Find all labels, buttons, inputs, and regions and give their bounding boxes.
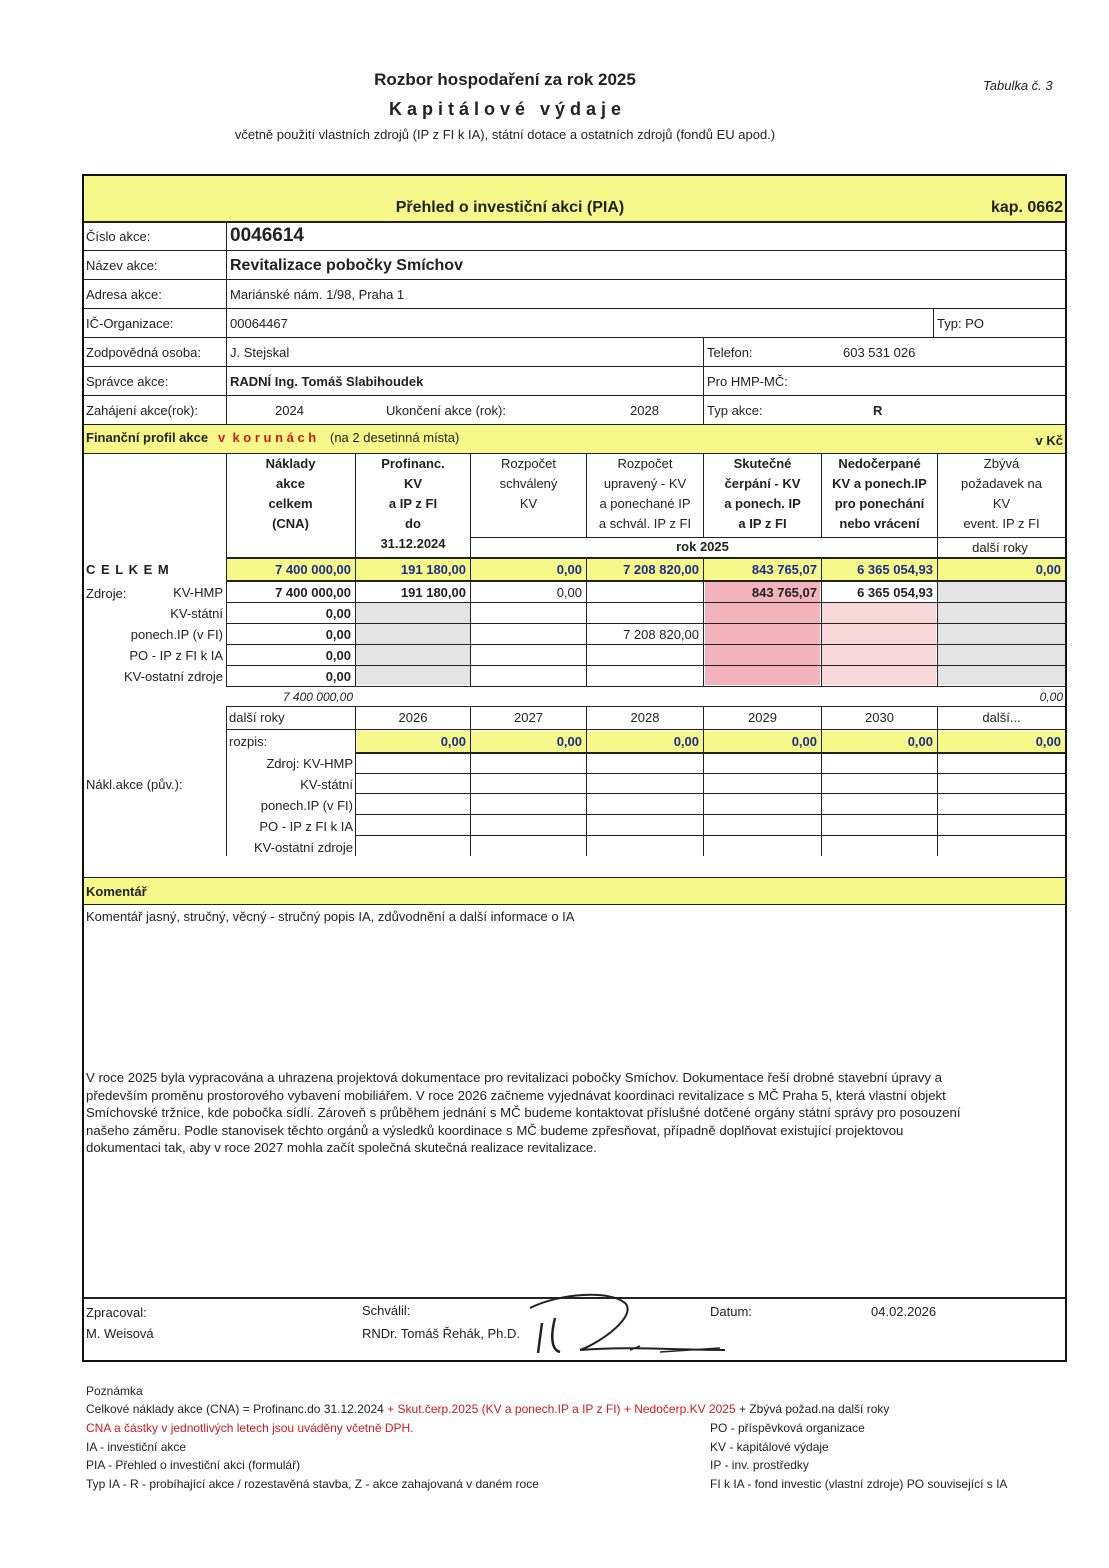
source-row-value: 0,00 xyxy=(325,648,351,663)
col-head-line: celkem xyxy=(268,496,313,511)
report-description: včetně použití vlastních zdrojů (IP z FI k IA), státní dotace a ostatních zdrojů (fondů EU apod.) xyxy=(234,127,776,142)
ic-label: IČ-Organizace: xyxy=(86,316,174,331)
col-head-line: a IP z FI xyxy=(738,516,787,531)
komentar-hint: Komentář jasný, stručný, věcný - stručný popis IA, zdůvodnění a další informace o IA xyxy=(86,909,575,924)
notes-l2: CNA a částky v jednotlivých letech jsou uváděny včetně DPH. xyxy=(86,1421,414,1435)
notes-l1 xyxy=(86,1401,889,1417)
source-row-label: ponech.IP (v FI) xyxy=(130,627,223,642)
cislo-value: 0046614 xyxy=(230,225,304,246)
gray-block-zbyva xyxy=(938,582,1065,685)
rok-2025-label: rok 2025 xyxy=(676,539,729,554)
col-head-line: Nedočerpané xyxy=(838,456,921,471)
col-head-line: čerpání - KV xyxy=(724,476,801,491)
fin-decimals-note: (na 2 desetinná místa) xyxy=(330,430,460,445)
source-row-value: 843 765,07 xyxy=(751,585,817,600)
celkem-value: 7 400 000,00 xyxy=(275,562,351,577)
col-head-line: nebo vrácení xyxy=(839,516,920,531)
komentar-label: Komentář xyxy=(86,884,147,899)
celkem-value: 7 208 820,00 xyxy=(623,562,699,577)
spravce-value: RADNÍ Ing. Tomáš Slabihoudek xyxy=(230,374,424,389)
col-head-line: do xyxy=(405,516,421,531)
col-head-line: akce xyxy=(276,476,305,491)
fin-currency: v Kč xyxy=(1035,433,1063,448)
notes-l4: PIA - Přehled o investiční akci (formulář) xyxy=(86,1458,301,1472)
zahajeni-value: 2024 xyxy=(275,403,304,418)
col-head-line: pro ponechání xyxy=(834,496,925,511)
zahajeni-label: Zahájení akce(rok): xyxy=(86,403,198,418)
telefon-value: 603 531 026 xyxy=(843,345,916,360)
col-head-line: požadavek na xyxy=(961,476,1042,491)
rozpis-value: 0,00 xyxy=(673,734,699,749)
col-head-line: Profinanc. xyxy=(381,456,445,471)
col-head-line: Zbývá xyxy=(983,456,1020,471)
nakl-row-label: PO - IP z FI k IA xyxy=(259,819,353,834)
chapter-number: kap. 0662 xyxy=(990,199,1063,216)
dalsi-roky-label: další roky xyxy=(229,710,285,725)
sum-right: 0,00 xyxy=(1039,690,1063,704)
komentar-line: především proměnu prostorového vybavení mobiliářem. V roce 2026 začneme vyjednávat koordinaci revitalizace s MČ Praha 5, která vlastní objekt xyxy=(86,1087,946,1103)
zodp-label: Zodpovědná osoba: xyxy=(86,345,201,360)
source-row-value: 0,00 xyxy=(325,669,351,684)
notes-r5: FI k IA - fond investic (vlastní zdroje) PO související s IA xyxy=(710,1477,1008,1491)
year-label: další... xyxy=(982,710,1021,725)
komentar-line: dokumentaci tak, aby v roce 2027 mohla začít společná skutečná realizace revitalizace. xyxy=(86,1140,597,1155)
celkem-value: 0,00 xyxy=(1035,562,1061,577)
cislo-label: Číslo akce: xyxy=(86,229,151,244)
adresa-label: Adresa akce: xyxy=(86,287,162,302)
nazev-value: Revitalizace pobočky Smíchov xyxy=(230,257,463,274)
datum-label: Datum: xyxy=(710,1304,752,1319)
fin-profile-label: Finanční profil akce xyxy=(86,430,209,445)
col-head-line: Náklady xyxy=(265,456,316,471)
year-label: 2030 xyxy=(865,710,894,725)
source-row-value: 0,00 xyxy=(325,627,351,642)
sum-total: 7 400 000,00 xyxy=(282,690,353,704)
col-head-line: schválený xyxy=(499,476,558,491)
col-head-line: Rozpočet xyxy=(617,456,673,471)
signature-image xyxy=(520,1288,730,1360)
source-row-value: 0,00 xyxy=(556,585,582,600)
table-number: Tabulka č. 3 xyxy=(983,78,1053,93)
celkem-value: 0,00 xyxy=(556,562,582,577)
celkem-value: 843 765,07 xyxy=(751,562,817,577)
komentar-line: V roce 2025 byla vypracována a uhrazena projektová dokumentace pro revitalizaci pobočky Smíchov. Dokumentace řeší drobné stavební úpravy a xyxy=(86,1070,942,1085)
source-row-value: 0,00 xyxy=(325,606,351,621)
col-head-line: KV a ponech.IP xyxy=(832,476,927,491)
rozpis-value: 0,00 xyxy=(1035,734,1061,749)
col-head-line: KV xyxy=(403,476,423,491)
notes-r3: KV - kapitálové výdaje xyxy=(710,1440,829,1454)
celkem-label: C E L K E M xyxy=(86,562,170,577)
notes-l1b: + Skut.čerp.2025 (KV a ponech.IP a IP z FI) + Nedočerp.KV 2025 xyxy=(387,1402,736,1416)
form-title: Přehled o investiční akci (PIA) xyxy=(395,199,625,216)
komentar-line: Smíchovské tržnice, kde pobočka sídlí. Zároveň s průběhem jednání s MČ budeme kontaktovat příslušné dotčené orgány státní správy pro posouzení xyxy=(86,1105,961,1120)
ukonceni-value: 2028 xyxy=(630,403,659,418)
source-row-label: KV-HMP xyxy=(173,585,223,600)
col-head-line: 31.12.2024 xyxy=(380,536,446,551)
fin-unit-word: v k o r u n á c h xyxy=(218,430,317,445)
col-head-line: Skutečné xyxy=(733,456,792,471)
year-label: 2029 xyxy=(748,710,777,725)
rozpis-value: 0,00 xyxy=(791,734,817,749)
ic-value: 00064467 xyxy=(230,316,288,331)
notes-r2: PO - příspěvková organizace xyxy=(710,1421,865,1435)
col-head-line: a ponechané IP xyxy=(599,496,691,511)
notes-r4: IP - inv. prostředky xyxy=(710,1458,809,1472)
komentar-bar xyxy=(84,878,1065,904)
rozpis-value: 0,00 xyxy=(440,734,466,749)
notes-l1c: + Zbývá požad.na další roky xyxy=(738,1402,890,1416)
col-head-line: a ponech. IP xyxy=(724,496,801,511)
source-row-label: KV-ostatní zdroje xyxy=(124,669,223,684)
col-head-line: upravený - KV xyxy=(603,476,687,491)
notes-title: Poznámka xyxy=(86,1384,143,1398)
spravce-label: Správce akce: xyxy=(86,374,169,389)
source-row-value: 7 208 820,00 xyxy=(623,627,699,642)
source-row-value: 7 400 000,00 xyxy=(275,585,351,600)
telefon-label: Telefon: xyxy=(707,345,753,360)
nakl-row-label: ponech.IP (v FI) xyxy=(260,798,353,813)
celkem-value: 191 180,00 xyxy=(400,562,466,577)
rozpis-value: 0,00 xyxy=(907,734,933,749)
source-row-value: 6 365 054,93 xyxy=(857,585,933,600)
komentar-line: našeho záměru. Podle stanovisek těchto orgánů a výsledků koordinace s MČ budeme zpřesňovat, případně doplňovat existující projektovou xyxy=(86,1122,904,1138)
ukonceni-label: Ukončení akce (rok): xyxy=(386,403,506,418)
schvalil-value: RNDr. Tomáš Řehák, Ph.D. xyxy=(362,1326,520,1341)
source-row-label: KV-státní xyxy=(170,606,223,621)
schvalil-label: Schválil: xyxy=(362,1303,411,1318)
notes-l3: IA - investiční akce xyxy=(86,1440,187,1454)
col-head-line: Rozpočet xyxy=(501,456,556,471)
celkem-value: 6 365 054,93 xyxy=(857,562,933,577)
dalsi-roky-head: další roky xyxy=(972,540,1028,555)
zodp-value: J. Stejskal xyxy=(230,345,290,360)
typ-po: Typ: PO xyxy=(937,316,984,331)
nakl-akce-label: Nákl.akce (pův.): xyxy=(86,777,183,792)
year-label: 2028 xyxy=(630,710,660,725)
zdroje-label: Zdroje: xyxy=(86,586,127,601)
source-row-label: PO - IP z FI k IA xyxy=(129,648,223,663)
year-label: 2027 xyxy=(514,710,543,725)
report-title: Rozbor hospodaření za rok 2025 xyxy=(374,70,636,89)
notes-l5: Typ IA - R - probíhající akce / rozestavěná stavba, Z - akce zahajovaná v daném roce xyxy=(86,1477,539,1491)
col-head-line: (CNA) xyxy=(272,516,309,531)
zpracoval-label: Zpracoval: xyxy=(86,1305,147,1320)
nakl-row-label: KV-státní xyxy=(300,777,353,792)
nakl-row-label: Zdroj: KV-HMP xyxy=(266,756,353,771)
notes-l1a: Celkové náklady akce (CNA) = Profinanc.do 31.12.2024 xyxy=(86,1402,384,1416)
typ-akce-label: Typ akce: xyxy=(707,403,763,418)
col-head-line: a schvál. IP z FI xyxy=(598,516,692,531)
adresa-value: Mariánské nám. 1/98, Praha 1 xyxy=(230,287,405,302)
col-head-line: KV xyxy=(992,496,1011,511)
datum-value: 04.02.2026 xyxy=(871,1304,937,1319)
nazev-label: Název akce: xyxy=(86,258,158,273)
komentar-text xyxy=(86,1069,961,1157)
col-head-line: a IP z FI xyxy=(388,496,438,511)
rozpis-label: rozpis: xyxy=(229,734,268,749)
col-head-line: event. IP z FI xyxy=(963,516,1040,531)
nakl-row-label: KV-ostatní zdroje xyxy=(254,840,353,855)
year-label: 2026 xyxy=(398,710,428,725)
source-row-value: 191 180,00 xyxy=(400,585,466,600)
col-head-line: KV xyxy=(519,496,538,511)
rozpis-value: 0,00 xyxy=(556,734,582,749)
report-subtitle: K a p i t á l o v é v ý d a j e xyxy=(388,99,622,119)
zpracoval-value: M. Weisová xyxy=(86,1326,154,1341)
typ-akce-value: R xyxy=(873,403,883,418)
pro-hmp-label: Pro HMP-MČ: xyxy=(707,374,788,389)
